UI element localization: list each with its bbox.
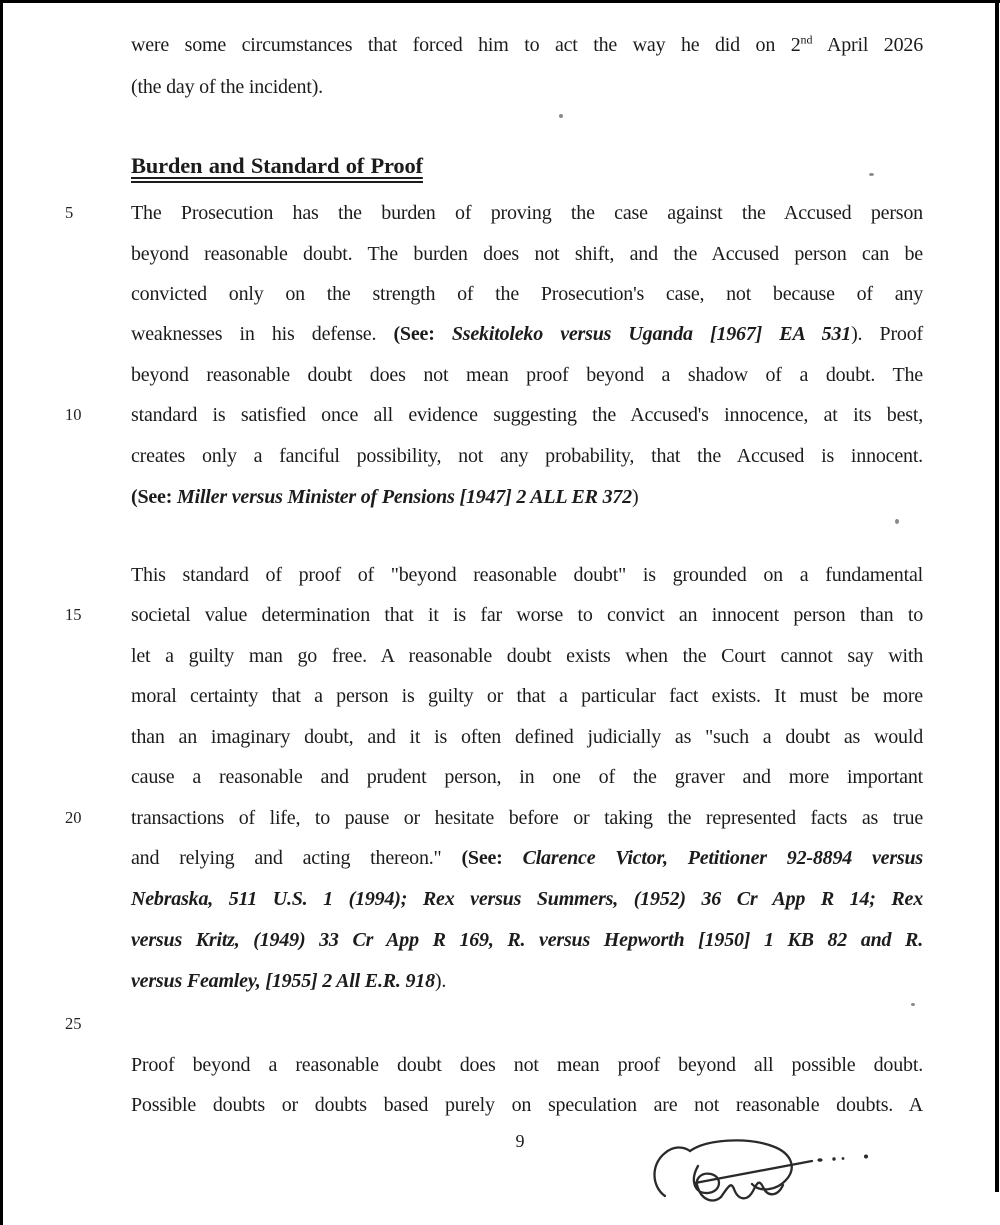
text-line <box>131 67 923 108</box>
body-text: Proof beyond a reasonable doubt does not mean proof beyond all possible doubt. <box>131 1054 923 1076</box>
scan-speck <box>895 519 899 524</box>
body-text: let a guilty man go free. A reasonable doubt exists when the Court cannot say with <box>131 645 923 667</box>
body-text: (the day of the incident). <box>131 76 323 98</box>
body-text: Burden and Standard of Proof <box>131 152 423 183</box>
body-text: (See: <box>131 486 177 508</box>
body-text: beyond reasonable doubt. The burden does not shift, and the Accused person can be <box>131 243 923 265</box>
body-text: ) <box>631 486 639 508</box>
body-text: convicted only on the strength of the Prosecution's case, not because of any <box>131 283 923 305</box>
body-text: and relying and acting thereon." <box>131 847 462 869</box>
scan-speck <box>911 1003 915 1006</box>
body-text: Possible doubts or doubts based purely on speculation are not reasonable doubts. A <box>131 1094 923 1116</box>
body-text: transactions of life, to pause or hesitate before or taking the represented facts as true <box>131 807 923 829</box>
body-text: This standard of proof of "beyond reasonable doubt" is grounded on a fundamental <box>131 564 923 586</box>
signature-hook-stroke <box>654 1147 690 1196</box>
text-line <box>131 879 923 920</box>
body-text: The Prosecution has the burden of proving the case against the Accused person <box>131 202 923 224</box>
text-line <box>131 234 923 275</box>
scan-border-right <box>995 0 999 1192</box>
margin-line-number: 5 <box>65 203 74 222</box>
body-text: standard is satisfied once all evidence suggesting the Accused's innocence, at its best, <box>131 404 923 426</box>
text-line <box>131 961 923 1002</box>
text-line <box>131 920 923 961</box>
text-line <box>65 595 923 636</box>
section-heading <box>131 147 923 188</box>
text-line <box>65 798 923 839</box>
text-line <box>131 25 923 66</box>
citation-text: versus Kritz, (1949) 33 Cr App R 169, R. versus Hepworth [1950] 1 KB 82 and R. <box>131 929 923 951</box>
margin-line-number: 25 <box>65 1014 82 1033</box>
body-text: (See: <box>393 323 452 345</box>
text-line <box>131 1085 923 1126</box>
body-text: nd <box>800 32 813 47</box>
citation-text: Clarence Victor, Petitioner 92-8894 versus <box>522 847 923 869</box>
citation-text: Nebraska, 511 U.S. 1 (1994); Rex versus Summers, (1952) 36 Cr App R 14; Rex <box>131 888 923 910</box>
body-text: ). <box>434 970 447 992</box>
text-line <box>131 1045 923 1086</box>
signature-strike-stroke <box>695 1161 812 1183</box>
text-line <box>65 1004 923 1045</box>
text-line <box>131 314 923 355</box>
body-text: weaknesses in his defense. <box>131 323 394 345</box>
text-line <box>131 717 923 758</box>
body-text: creates only a fanciful possibility, not any probability, that the Accused is innocent. <box>131 445 923 467</box>
citation-text: Miller versus Minister of Pensions [1947] 2 ALL ER 372 <box>177 486 632 508</box>
scan-border-top <box>0 0 1000 3</box>
body-text: ). Proof <box>851 323 923 345</box>
body-text: moral certainty that a person is guilty or that a particular fact exists. It must be more <box>131 685 923 707</box>
body-text: than an imaginary doubt, and it is often defined judicially as "such a doubt as would <box>131 726 923 748</box>
signature-scribble <box>645 1138 875 1210</box>
text-line <box>65 395 923 436</box>
body-text: beyond reasonable doubt does not mean proof beyond a shadow of a doubt. The <box>131 364 923 386</box>
text-line <box>65 193 923 234</box>
citation-text: versus Feamley, [1955] 2 All E.R. 918 <box>131 970 435 992</box>
scan-speck <box>559 114 563 118</box>
scan-border-left <box>0 0 3 1225</box>
text-line <box>131 757 923 798</box>
text-line <box>131 355 923 396</box>
scan-speck <box>869 173 874 176</box>
body-text: societal value determination that it is far worse to convict an innocent person than to <box>131 604 923 626</box>
body-text: (See: <box>461 847 523 869</box>
body-text: were some circumstances that forced him to act the way he did on 2 <box>131 34 801 56</box>
text-line <box>131 838 923 879</box>
text-line <box>131 676 923 717</box>
text-line <box>131 555 923 596</box>
signature-dots <box>817 1155 868 1162</box>
page-number: 9 <box>515 1131 525 1151</box>
margin-line-number: 20 <box>65 808 82 827</box>
text-line <box>131 636 923 677</box>
citation-text: Ssekitoleko versus Uganda [1967] EA 531 <box>451 323 852 345</box>
body-text: April 2026 <box>812 34 924 56</box>
body-text: cause a reasonable and prudent person, in one of the graver and more important <box>131 766 923 788</box>
margin-line-number: 10 <box>65 405 82 424</box>
margin-line-number: 15 <box>65 605 82 624</box>
text-line <box>131 477 923 518</box>
text-line <box>131 436 923 477</box>
text-line <box>131 274 923 315</box>
